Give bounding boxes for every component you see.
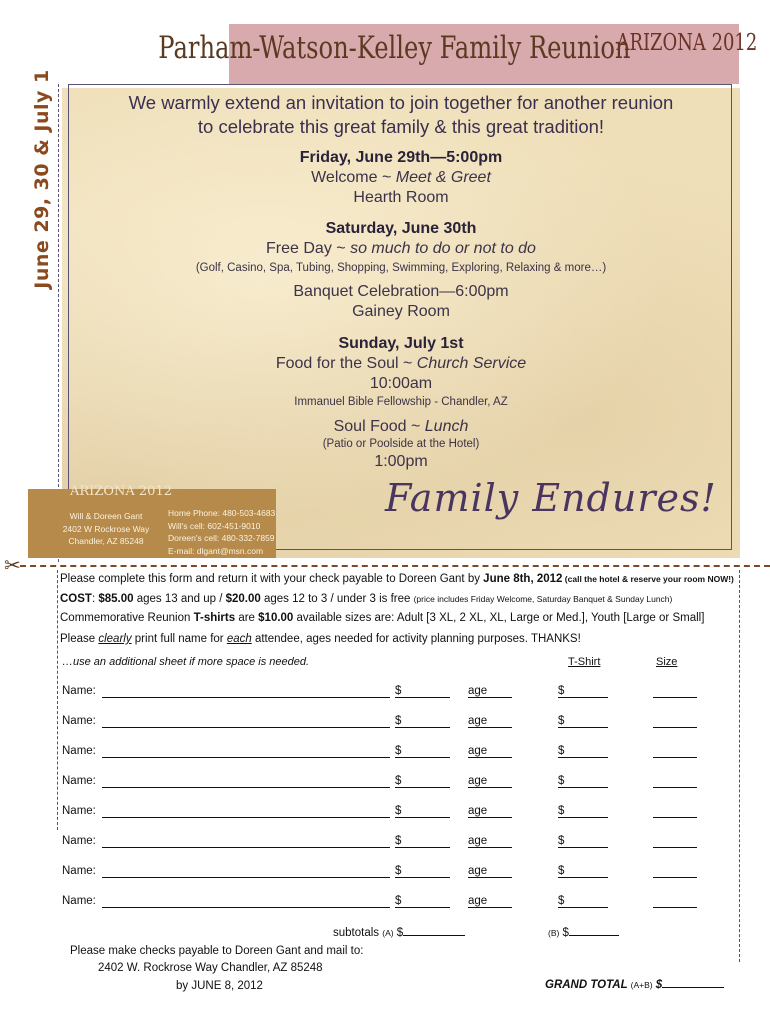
will-cell: Will's cell: 602-451-9010 xyxy=(168,520,261,531)
sunday-event: Food for the Soul ~ Church Service xyxy=(275,355,527,372)
subtotal-a: subtotals (A) $ xyxy=(333,923,465,939)
saturday-event: Free Day ~ so much to do or not to do xyxy=(266,240,536,257)
attendee-row: Name: $ age $ xyxy=(62,745,722,765)
name-label: Name: xyxy=(62,775,96,787)
attendee-row: Name: $ age $ xyxy=(62,775,722,795)
name-label: Name: xyxy=(62,715,96,727)
form-right-dashed-rule xyxy=(739,570,740,962)
attendee-row: Name: $ age $ xyxy=(62,865,722,885)
subtotal-b: (B) $ xyxy=(548,923,619,939)
col-size: Size xyxy=(656,656,678,668)
contact-name: Will & Doreen Gant xyxy=(69,511,143,521)
attendee-row: Name: $ age $ xyxy=(62,835,722,855)
name-label: Name: xyxy=(62,745,96,757)
invitation-line-2: to celebrate this great family & this great tradition! xyxy=(197,116,605,137)
lunch-venue: (Patio or Poolside at the Hotel) xyxy=(322,438,480,450)
name-label: Name: xyxy=(62,895,96,907)
home-phone: Home Phone: 480-503-4683 xyxy=(168,508,276,518)
contact-email: E-mail: dlgant@msn.com xyxy=(168,545,264,556)
banquet-heading: Banquet Celebration—6:00pm xyxy=(293,283,509,300)
page-title: Parham-Watson-Kelley Family Reunion xyxy=(158,30,631,66)
attendee-row: Name: $ age $ xyxy=(62,805,722,825)
saturday-heading: Saturday, June 30th xyxy=(325,220,477,237)
friday-venue: Hearth Room xyxy=(353,189,449,206)
sunday-venue: Immanuel Bible Fellowship - Chandler, AZ xyxy=(294,396,508,408)
mail-line-2: 2402 W. Rockrose Way Chandler, AZ 85248 xyxy=(98,962,323,974)
col-tshirt: T-Shirt xyxy=(568,656,601,668)
sunday-time: 10:00am xyxy=(369,375,433,392)
contact-label: ARIZONA 2012 xyxy=(70,484,172,499)
friday-heading: Friday, June 29th—5:00pm xyxy=(299,149,503,166)
lunch-event: Soul Food ~ Lunch xyxy=(333,418,469,435)
contact-address xyxy=(60,510,152,548)
invitation-line-1: We warmly extend an invitation to join together for another reunion xyxy=(128,92,674,113)
contact-phones xyxy=(168,507,275,557)
contact-street: 2402 W Rockrose Way xyxy=(62,523,150,534)
location-year: ARIZONA 2012 xyxy=(616,30,758,56)
contact-city: Chandler, AZ 85248 xyxy=(68,536,144,546)
grand-total: GRAND TOTAL (A+B) $ xyxy=(545,975,724,991)
name-label: Name: xyxy=(62,835,96,847)
attendee-row: Name: $ age $ xyxy=(62,895,722,915)
subtotal-b-field[interactable] xyxy=(569,923,619,936)
subtotal-a-field[interactable] xyxy=(403,923,465,936)
extra-sheet-note: …use an additional sheet if more space is needed. xyxy=(62,656,310,668)
lunch-time: 1:00pm xyxy=(374,453,428,470)
name-label: Name: xyxy=(62,865,96,877)
mail-line-3: by JUNE 8, 2012 xyxy=(176,980,263,992)
doreen-cell: Doreen's cell: 480-332-7859 xyxy=(168,533,275,543)
name-label: Name: xyxy=(62,805,96,817)
scissors-icon: ✂ xyxy=(4,555,21,577)
form-instructions: Please complete this form and return it with your check payable to Doreen Gant by June 8th, 2012 (call the hotel & reserve your room NOW!) xyxy=(60,573,734,585)
name-label: Name: xyxy=(62,685,96,697)
print-instructions: Please clearly print full name for each attendee, ages needed for activity planning purposes. THANKS! xyxy=(60,633,581,645)
cost-line: COST: $85.00 ages 13 and up / $20.00 ages 12 to 3 / under 3 is free (price includes Friday Welcome, Saturday Banquet & Sunday Lunch) xyxy=(60,593,673,605)
attendee-row: Name: $ age $ xyxy=(62,685,722,705)
grand-total-field[interactable] xyxy=(662,975,724,988)
tshirt-line: Commemorative Reunion T-shirts are $10.00 available sizes are: Adult [3 XL, 2 XL, XL, Large or Med.], Youth [Large or Small] xyxy=(60,612,705,624)
reunion-dates: June 29, 30 & July 1 xyxy=(31,69,53,289)
form-left-dashed-rule xyxy=(57,570,58,830)
attendee-row: Name: $ age $ xyxy=(62,715,722,735)
cut-line xyxy=(20,565,770,567)
tagline: Family Endures! xyxy=(385,476,717,520)
sunday-heading: Sunday, July 1st xyxy=(338,335,464,352)
friday-event: Welcome ~ Meet & Greet xyxy=(311,169,491,186)
mail-line-1: Please make checks payable to Doreen Gant and mail to: xyxy=(70,945,364,957)
saturday-activities: (Golf, Casino, Spa, Tubing, Shopping, Swimming, Exploring, Relaxing & more…) xyxy=(195,262,607,274)
banquet-venue: Gainey Room xyxy=(352,303,450,320)
